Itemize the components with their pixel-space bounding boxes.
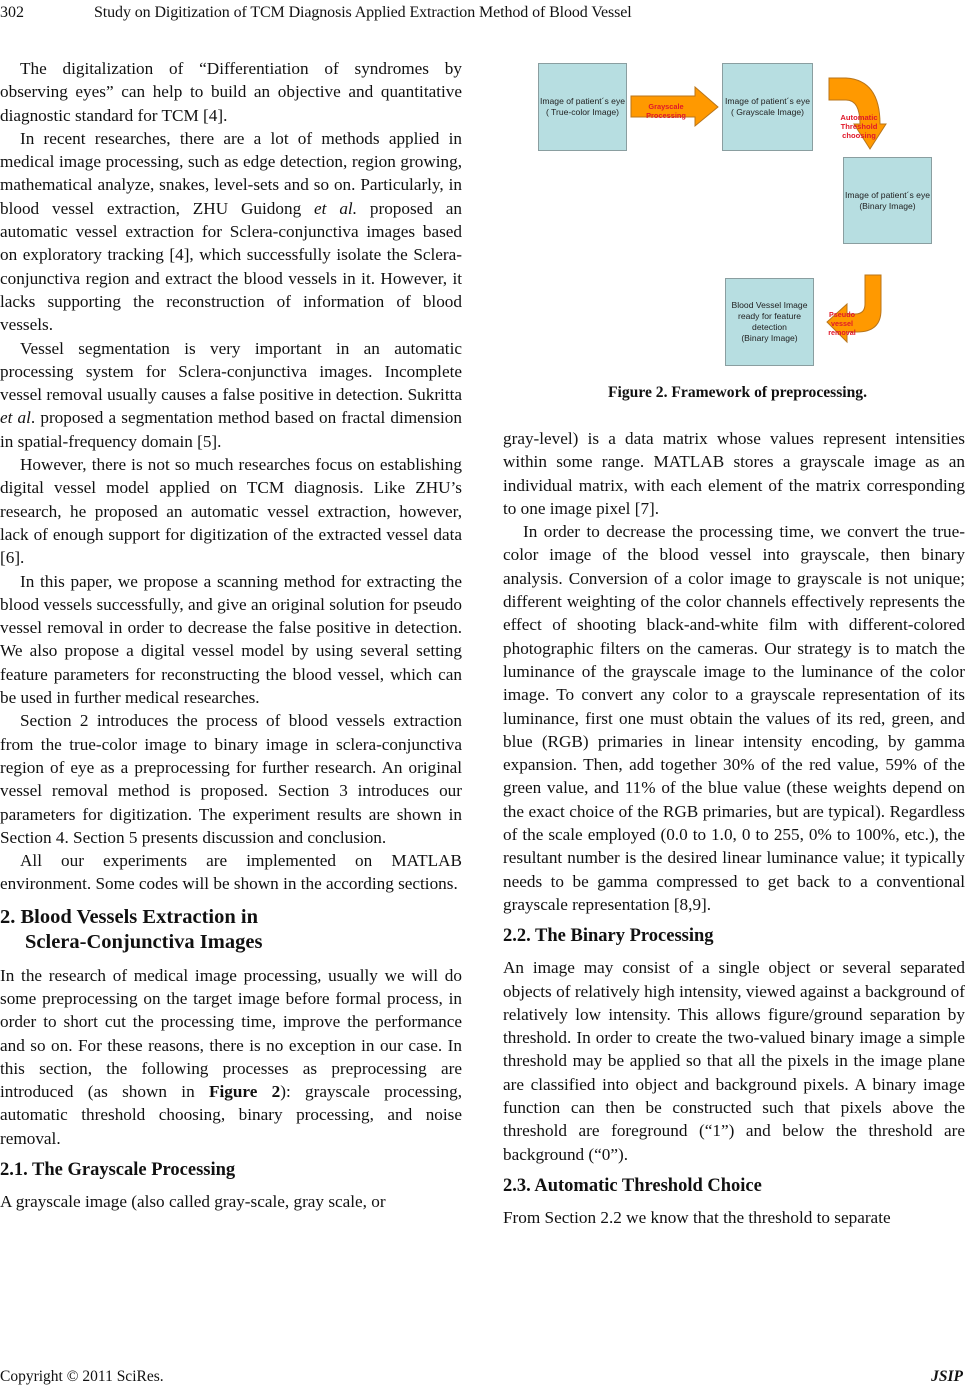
running-header <box>0 4 965 26</box>
paragraph: From Section 2.2 we know that the threshold to separate <box>503 1207 891 1227</box>
copyright-notice: Copyright © 2011 SciRes. <box>0 1368 164 1385</box>
box-blood-vessel-image: Blood Vessel Image ready for feature detection (Binary Image) <box>725 278 814 366</box>
arrow-label-pseudo-vessel: Pseudo vessel removal <box>828 310 856 337</box>
right-column <box>503 427 965 1229</box>
paragraph: However, there is not so much researches focus on establishing digital vessel model applied on TCM diagnosis. Like ZHU’s research, he proposed an automatic vessel extraction, however, lack of enough support for digitization of the extracted vessel data [6]. <box>0 455 462 568</box>
et-al: et al <box>0 408 31 428</box>
paragraph: Vessel segmentation is very important in an automatic processing system for Sclera-conjunctiva images. Incomplete vessel removal usually causes a false positive in detection. Sukritta et al. proposed a segmentation method based on fractal dimension in spatial-frequency domain [5]. <box>0 338 462 451</box>
paragraph: A grayscale image (also called gray-scale, gray scale, or <box>0 1192 386 1212</box>
section-2-2-heading: 2.2. The Binary Processing <box>503 926 714 947</box>
running-title: Study on Digitization of TCM Diagnosis Applied Extraction Method of Blood Vessel <box>94 4 632 21</box>
paragraph: gray-level) is a data matrix whose values represent intensities within some range. MATLAB stores a grayscale image as an individual matrix, with each element of the matrix corresponding to one image pixel [7]. <box>503 429 965 518</box>
page-number: 302 <box>0 4 24 21</box>
box-binary-image: Image of patient´s eye (Binary Image) <box>843 157 932 244</box>
box-true-color-image: Image of patient´s eye ( True-color Image) <box>538 63 627 151</box>
paragraph: In recent researches, there are a lot of methods applied in medical image processing, such as edge detection, region growing, mathematical analyze, snakes, level-sets and so on. Particularly, in blood vessel extraction, ZHU Guidong et al. proposed an automatic vessel extraction for Sclera-conjunctiva images based on exploratory tracking [4], which successfully isolate the Sclera-conjunctiva region and extract the blood vessels in it. However, it lacks supporting the reconstruction of information of blood vessels. <box>0 128 462 335</box>
paragraph: All our experiments are implemented on MATLAB environment. Some codes will be shown in the according sections. <box>0 851 462 894</box>
paragraph: In the research of medical image processing, usually we will do some preprocessing on the target image before formal process, in order to short cut the processing time, improve the performance and so on. For these reasons, there is no exception in our case. In this section, the following processes as preprocessing are introduced (as shown in Figure 2): grayscale processing, automatic threshold choosing, binary processing, and noise removal. <box>0 965 462 1148</box>
left-column <box>0 57 462 1213</box>
paragraph: Section 2 introduces the process of blood vessels extraction from the true-color image to binary image in sclera-conjunctiva region of eye as a preprocessing for further research. An original vessel removal method is proposed. Section 3 introduces our parameters for digitization. The experiment results are shown in Section 4. Section 5 presents discussion and conclusion. <box>0 711 462 847</box>
arrow-label-grayscale: Grayscale Processing <box>646 102 686 120</box>
paragraph: The digitalization of “Differentiation of syndromes by observing eyes” can help to build an objective and quantitative diagnostic standard for TCM [4]. <box>0 59 462 125</box>
paragraph: An image may consist of a single object or several separated objects of relatively high intensity, viewed against a background of relatively low intensity. This allows figure/ground separation by threshold. In order to create the two-valued binary image a simple threshold may be applied so that all the pixels in the image plane are classified into object and background pixels. A binary image function can then be constructed such that pixels above the threshold are foreground (“1”) and below the threshold are background (“0”). <box>503 958 965 1164</box>
section-2-1-heading: 2.1. The Grayscale Processing <box>0 1160 236 1181</box>
figure-reference-link[interactable]: Figure 2 <box>208 1082 281 1102</box>
figure-2-flowchart <box>510 40 965 370</box>
arrow-label-threshold: Automatic Threshold choosing <box>840 113 878 140</box>
et-al: et al. <box>314 198 357 218</box>
journal-abbreviation: JSIP <box>931 1368 963 1385</box>
section-2-heading: 2. Blood Vessels Extraction in Sclera-Conjunctiva Images <box>0 905 263 953</box>
section-2-3-heading: 2.3. Automatic Threshold Choice <box>503 1175 762 1196</box>
figure-caption: Figure 2. Framework of preprocessing. <box>608 384 867 401</box>
box-grayscale-image: Image of patient´s eye ( Grayscale Image) <box>722 63 813 151</box>
paragraph: In order to decrease the processing time, we convert the true-color image of the blood vessel into grayscale, then binary analysis. Conversion of a color image to grayscale is not unique; different weighting of the color channels effectively represents the effect of shooting black-and-white film with different-colored photographic filters on the cameras. Our strategy is to match the luminance of the grayscale image to the luminance of the color image. To convert any color to a grayscale representation of its luminance, first one must obtain the values of its red, green, and blue (RGB) primaries in linear intensity encoding, by gamma expansion. Then, add together 30% of the red value, 59% of the green value, and 11% of the blue value (these weights depend on the exact choice of the RGB primaries, but are typical). Regardless of the scale employed (0.0 to 1.0, 0 to 255, 0% to 100%, etc.), the resultant number is the desired linear luminance value; it typically needs to be gamma compressed to get back to a conventional grayscale representation [8,9]. <box>503 522 965 914</box>
paragraph: In this paper, we propose a scanning method for extracting the blood vessels successfully, and give an original solution for pseudo vessel removal in order to decrease the false positive in detection. We also propose a digital vessel model by using several setting feature parameters for reconstructing the blood vessel, which can be used in further medical researches. <box>0 571 462 708</box>
